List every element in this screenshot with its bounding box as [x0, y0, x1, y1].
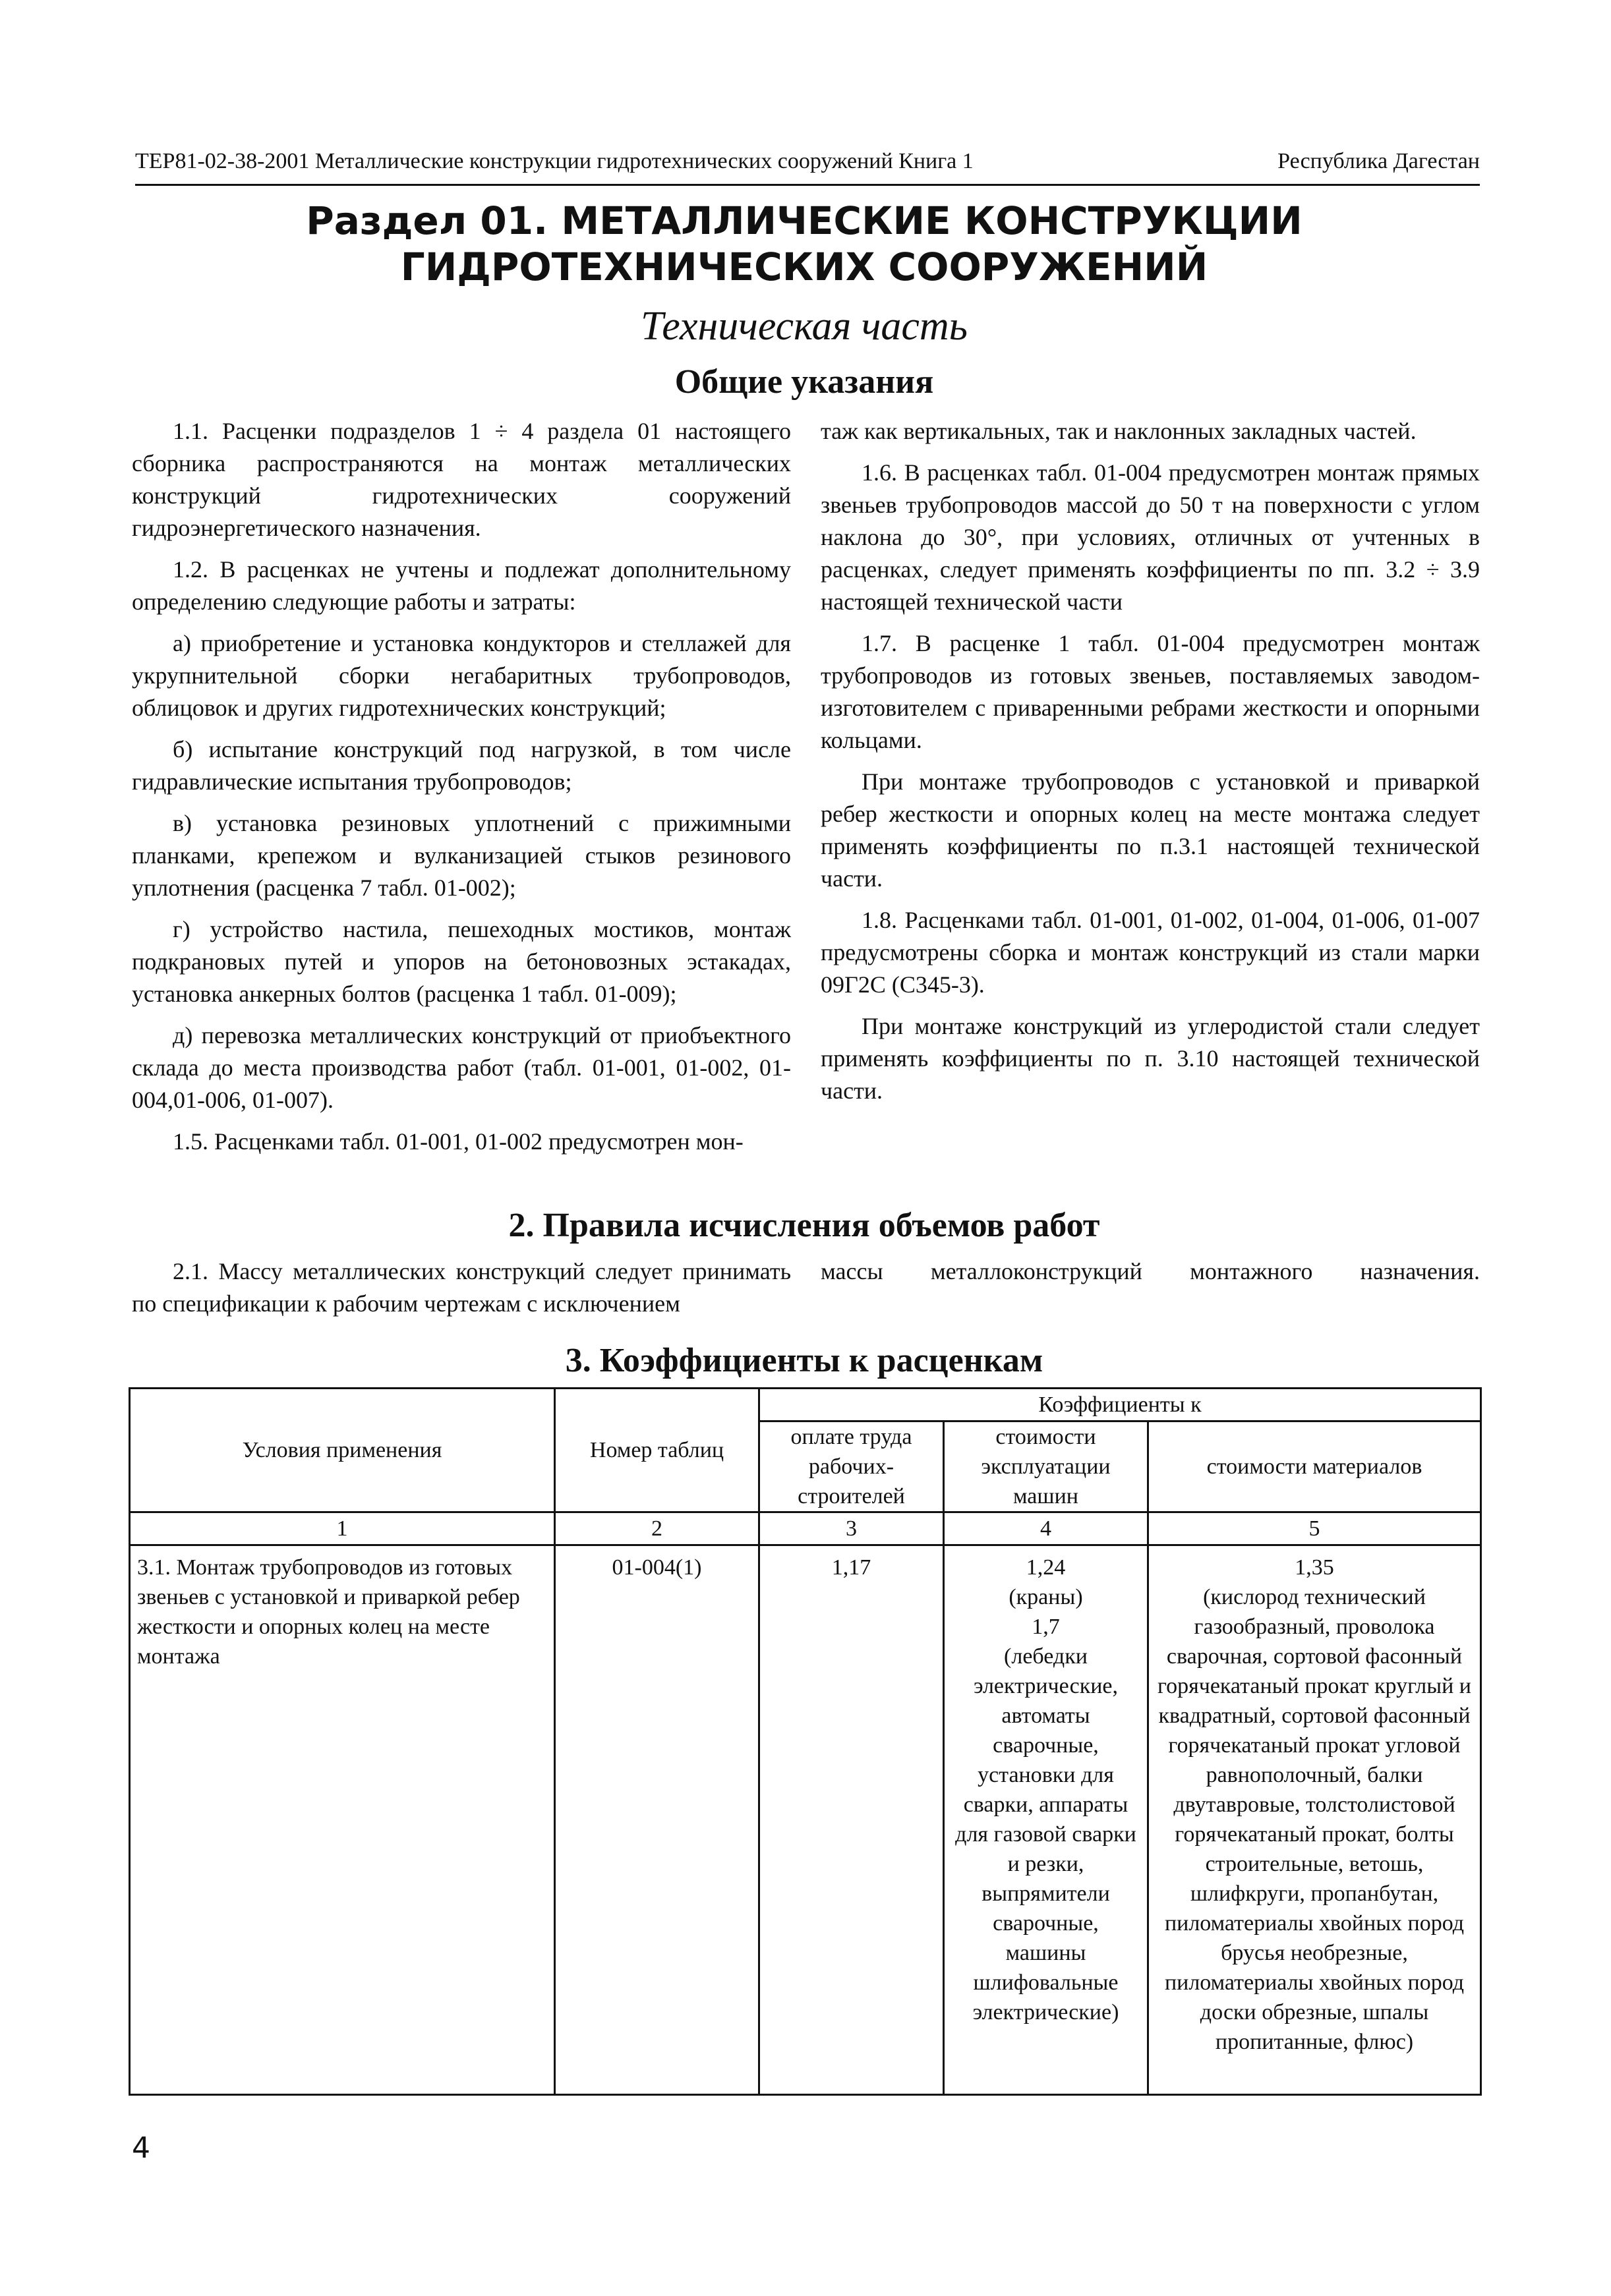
rules-heading: 2. Правила исчисления объемов работ [508, 1207, 1100, 1244]
paragraph: д) перевозка металлических конструкций от приобъектного склада до места производства работ (табл. 01-001, 01-002, 01-004,01-006, 01-007). [132, 1022, 791, 1113]
paragraph: 1.5. Расценками табл. 01-001, 01-002 предусмотрен мон- [173, 1128, 744, 1155]
header-divider [135, 184, 1480, 186]
column-header-conditions: Условия применения [130, 1389, 555, 1512]
section-subtitle: Техническая часть [641, 304, 968, 349]
rules-left-column [132, 1255, 791, 1329]
materials-coefficient: 1,35 [1295, 1555, 1334, 1580]
column-group-header-coefficients: Коэффициенты к [759, 1389, 1481, 1421]
rules-right-column [821, 1255, 1480, 1297]
machines-coefficient-2-note: (лебедки электрические, автоматы сварочные, установки для сварки, аппараты для газовой сварки и резки, выпрямители сварочные, машины шлифовальные электрические) [955, 1644, 1136, 2024]
page-number: 4 [132, 2131, 150, 2165]
section-title [264, 198, 1345, 290]
machines-coefficient-1-note: (краны) [1009, 1585, 1083, 1609]
paragraph: 1.1. Расценки подразделов 1 ÷ 4 раздела 01 настоящего сборника распространяются на монтаж металлических конструкций гидротехнических сооружений гидроэнергетического назначения. [132, 418, 791, 541]
general-left-column [132, 415, 791, 1167]
paragraph: 1.8. Расценками табл. 01-001, 01-002, 01-004, 01-006, 01-007 предусмотрены сборка и монтаж конструкций из стали марки 09Г2С (С345-3). [821, 907, 1480, 998]
column-number: 1 [130, 1512, 555, 1545]
paragraph: г) устройство настила, пешеходных мостиков, монтаж подкрановых путей и упоров на бетоновозных эстакадах, установка анкерных болтов (расценка 1 табл. 01-009); [132, 916, 791, 1007]
paragraph: б) испытание конструкций под нагрузкой, в том числе гидравлические испытания трубопроводов; [132, 736, 791, 795]
machines-coefficient-cell [944, 1545, 1148, 2095]
paragraph: 1.2. В расценках не учтены и подлежат дополнительному определению следующие работы и затраты: [132, 556, 791, 615]
column-header-materials: стоимости материалов [1148, 1421, 1481, 1512]
coefficients-table [129, 1387, 1482, 2096]
section-title-line-1: Раздел 01. МЕТАЛЛИЧЕСКИЕ КОНСТРУКЦИИ [306, 198, 1303, 243]
machines-coefficient-2: 1,7 [1032, 1615, 1060, 1639]
paragraph: При монтаже трубопроводов с установкой и приваркой ребер жесткости и опорных колец на месте монтажа следует применять коэффициенты по п.3.1 настоящей технической части. [821, 768, 1480, 892]
table-row [130, 1545, 1481, 2095]
column-number: 4 [944, 1512, 1148, 1545]
paragraph: таж как вертикальных, так и наклонных закладных частей. [821, 418, 1417, 444]
materials-coefficient-note: (кислород технический газообразный, проволока сварочная, сортовой фасонный горячекатаный прокат круглый и квадратный, сортовой фасонный горячекатаный прокат угловой равнополочный, балки двутавровые, толстолистовой горячекатаный прокат, болты строительные, ветошь, шлифкруги, пропанбутан, пиломатериалы хвойных пород брусья необрезные, пиломатериалы хвойных пород доски обрезные, шпалы пропитанные, флюс) [1157, 1585, 1471, 2054]
header-document-title: ТЕР81-02-38-2001 Металлические конструкции гидротехнических сооружений Книга 1 [135, 149, 974, 173]
paragraph: При монтаже конструкций из углеродистой стали следует применять коэффициенты по п. 3.10 настоящей технической части. [821, 1013, 1480, 1104]
machines-coefficient-1: 1,24 [1026, 1555, 1066, 1580]
paragraph: 1.6. В расценках табл. 01-004 предусмотрен монтаж прямых звеньев трубопроводов массой до 50 т на поверхности с углом наклона до 30°, при условиях, отличных от учтенных в расценках, следует применять коэффициенты по пп. 3.2 ÷ 3.9 настоящей технической части [821, 459, 1480, 615]
header-region: Республика Дагестан [1277, 149, 1480, 173]
materials-coefficient-cell [1148, 1545, 1481, 2095]
section-title-line-2: ГИДРОТЕХНИЧЕСКИХ СООРУЖЕНИЙ [400, 244, 1208, 289]
general-right-column [821, 415, 1480, 1116]
column-header-table-number: Номер таблиц [555, 1389, 759, 1512]
column-header-machines: стоимости эксплуатации машин [944, 1421, 1148, 1512]
paragraph: а) приобретение и установка кондукторов и стеллажей для укрупнительной сборки негабаритных трубопроводов, облицовок и других гидротехнических конструкций; [132, 630, 791, 721]
condition-cell: 3.1. Монтаж трубопроводов из готовых звеньев с установкой и приваркой ребер жесткости и опорных колец на месте монтажа [130, 1545, 555, 2095]
column-number: 2 [555, 1512, 759, 1545]
running-header [135, 142, 1480, 181]
column-number: 5 [1148, 1512, 1481, 1545]
paragraph: в) установка резиновых уплотнений с прижимными планками, крепежом и вулканизацией стыков резинового уплотнения (расценка 7 табл. 01-002); [132, 810, 791, 901]
column-number: 3 [759, 1512, 944, 1545]
paragraph: 2.1. Массу металлических конструкций следует принимать по спецификации к рабочим чертежам с исключением [132, 1258, 791, 1317]
general-heading: Общие указания [674, 363, 934, 401]
paragraph: массы металлоконструкций монтажного назначения. [821, 1258, 1480, 1284]
labor-coefficient-cell: 1,17 [759, 1545, 944, 2095]
coefficients-heading: 3. Коэффициенты к расценкам [565, 1342, 1043, 1379]
column-header-labor: оплате труда рабочих-строителей [759, 1421, 944, 1512]
paragraph: 1.7. В расценке 1 табл. 01-004 предусмотрен монтаж трубопроводов из готовых звеньев, поставляемых заводом-изготовителем с приваренными ребрами жесткости и опорными кольцами. [821, 630, 1480, 753]
table-number-cell: 01-004(1) [555, 1545, 759, 2095]
